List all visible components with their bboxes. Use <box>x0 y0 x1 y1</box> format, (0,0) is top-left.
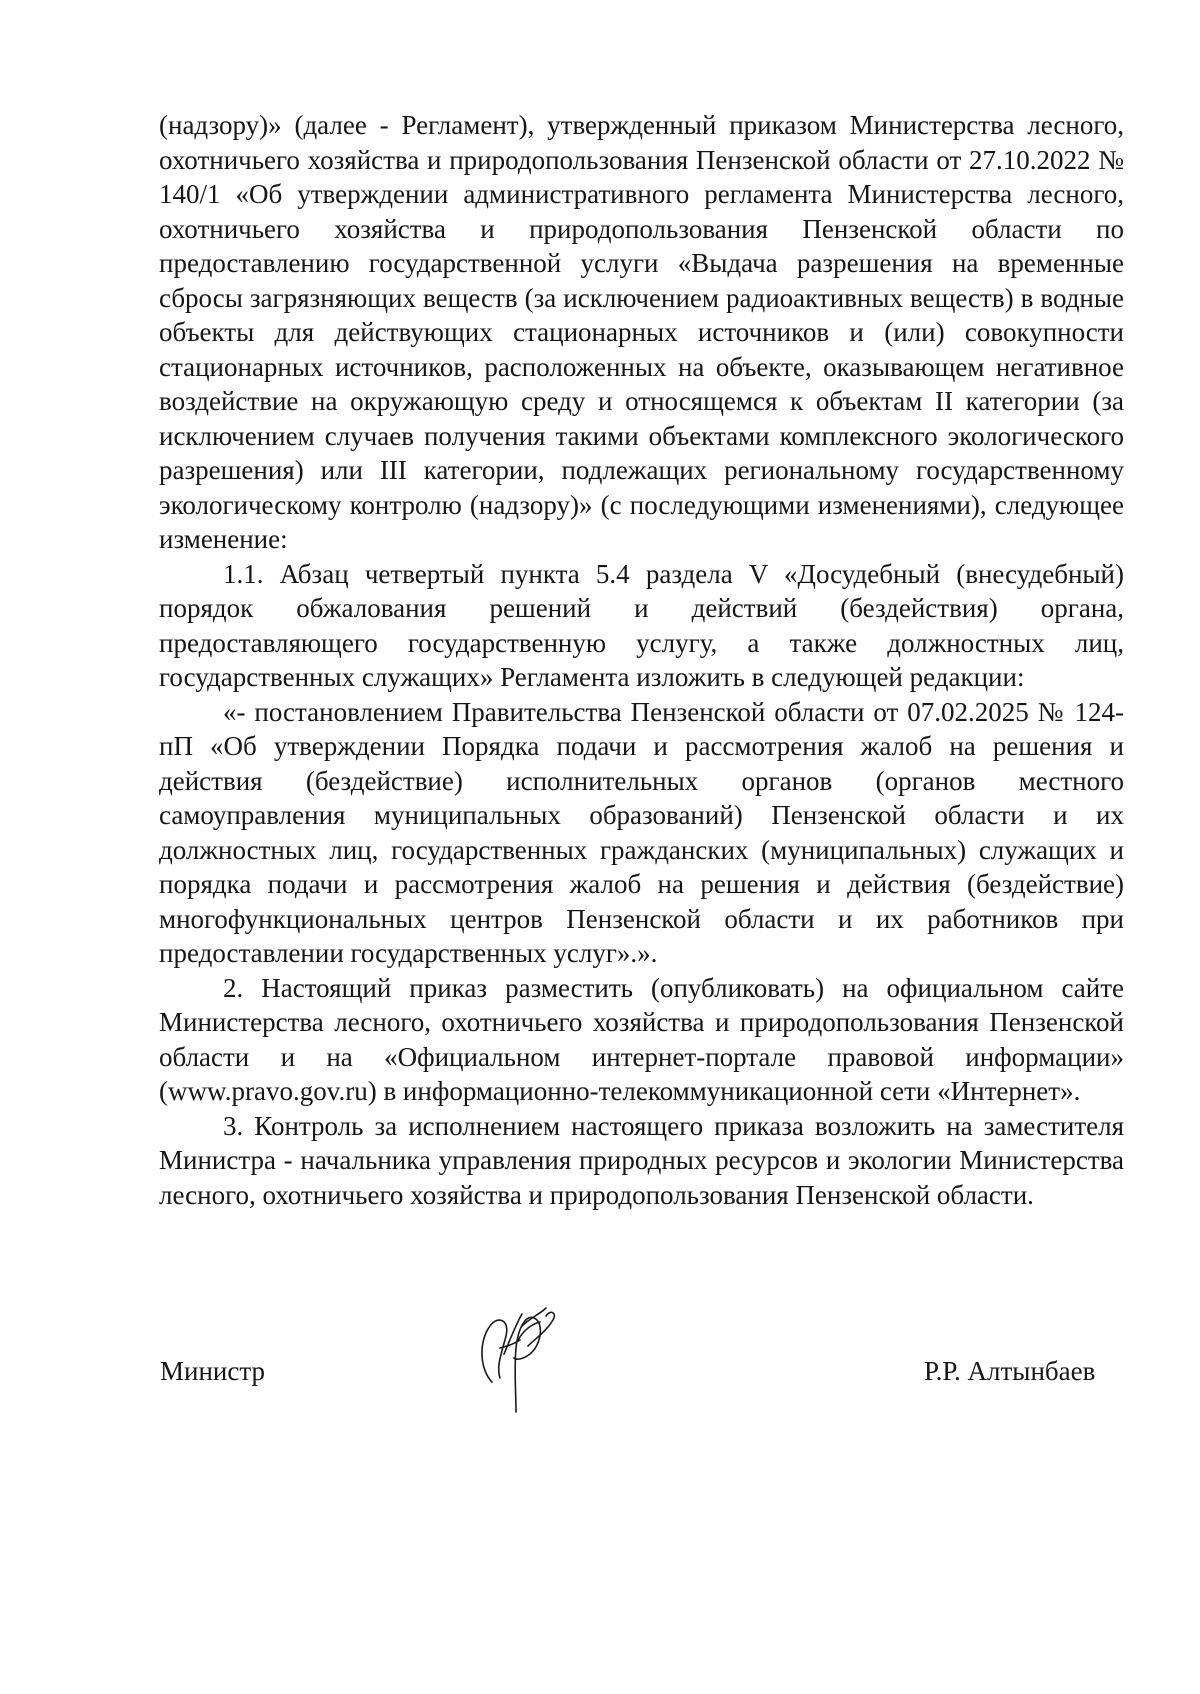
paragraph-1-1: 1.1. Абзац четвертый пункта 5.4 раздела V «Досудебный (внесудебный) порядок обжалования решений и действий (бездействия) органа, предоставляющего государственную услугу, а также должностных лиц, государственных служащих» Регламента изложить в следующей редакции: <box>159 558 1124 692</box>
paragraph-intro: (надзору)» (далее - Регламент), утвержденный приказом Министерства лесного, охотничьего хозяйства и природопользования Пензенской области от 27.10.2022 № 140/1 «Об утверждении административного регламента Министерства лесного, охотничьего хозяйства и природопользования Пензенской области по предоставлению государственной услуги «Выдача разрешения на временные сбросы загрязняющих веществ (за исключением радиоактивных веществ) в водные объекты для действующих стационарных источников и (или) совокупности стационарных источников, расположенных на объекте, оказывающем негативное воздействие на окружающую среду и относящемся к объектам II категории (за исключением случаев получения такими объектами комплексного экологического разрешения) или III категории, подлежащих региональному государственному экологическому контролю (надзору)» (с последующими изменениями), следующее изменение: <box>159 110 1124 554</box>
document-body <box>159 108 1124 1212</box>
signatory-name: Р.Р. Алтынбаев <box>924 1356 1096 1386</box>
paragraph-2: 2. Настоящий приказ разместить (опубликовать) на официальном сайте Министерства лесного, охотничьего хозяйства и природопользования Пензенской области и на «Официальном интернет-портале правовой информации» (www.pravo.gov.ru) в информационно-телекоммуникационной сети «Интернет». <box>159 972 1124 1106</box>
handwritten-signature <box>470 1300 560 1415</box>
signatory-title: Министр <box>160 1356 265 1386</box>
paragraph-3: 3. Контроль за исполнением настоящего приказа возложить на заместителя Министра - начальника управления природных ресурсов и экологии Министерства лесного, охотничьего хозяйства и природопользования Пензенской области. <box>159 1110 1124 1210</box>
paragraph-quote: «- постановлением Правительства Пензенской области от 07.02.2025 № 124-пП «Об утверждении Порядка подачи и рассмотрения жалоб на решения и действия (бездействие) исполнительных органов (органов местного самоуправления муниципальных образований) Пензенской области и их должностных лиц, государственных гражданских (муниципальных) служащих и порядка подачи и рассмотрения жалоб на решения и действия (бездействие) многофункциональных центров Пензенской области и их работников при предоставлении государственных услуг».». <box>159 696 1124 968</box>
